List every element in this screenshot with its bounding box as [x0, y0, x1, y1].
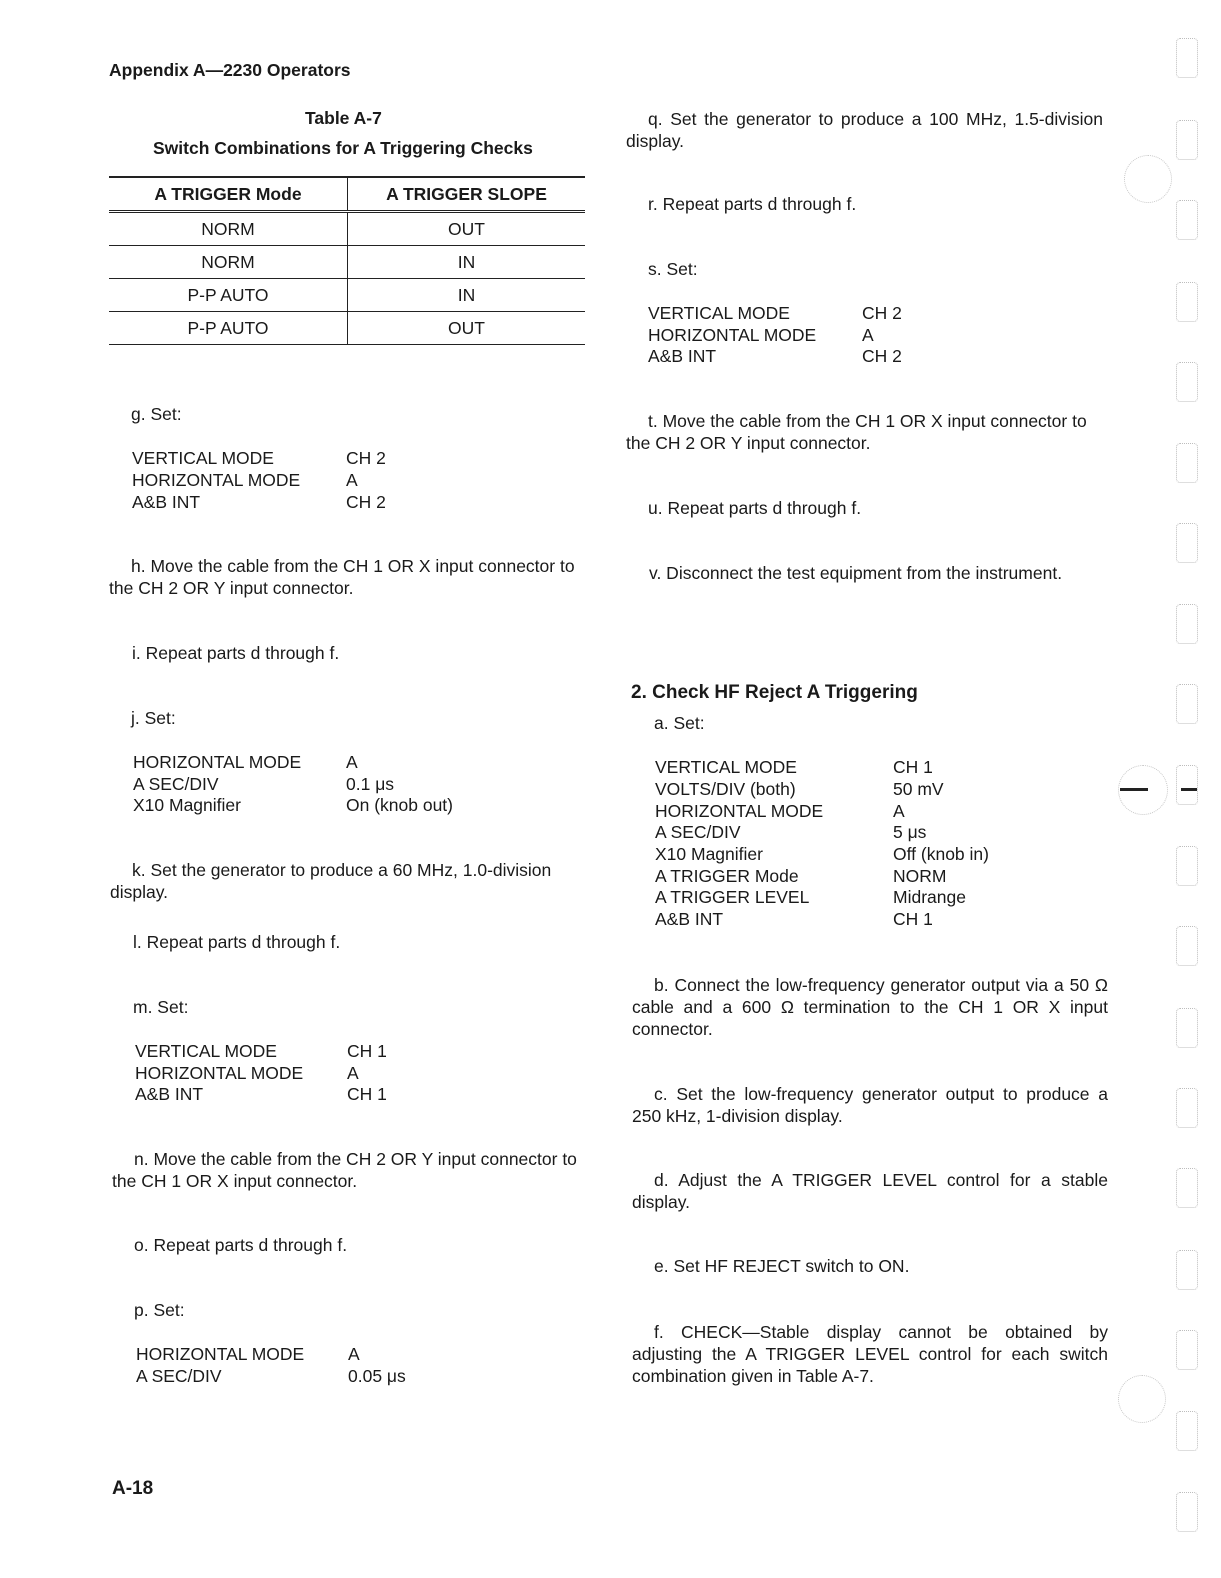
binder-slot [1176, 1411, 1198, 1451]
binder-slot [1176, 362, 1198, 402]
step-u: u. Repeat parts d through f. [648, 498, 862, 518]
step-s-label: s. Set: [648, 259, 698, 279]
setting-value: CH 2 [862, 303, 902, 323]
step-o: o. Repeat parts d through f. [134, 1235, 348, 1255]
punch-hole [1118, 1375, 1166, 1423]
setting-name: VERTICAL MODE [132, 448, 274, 468]
setting-value: 0.1 μs [346, 774, 395, 794]
setting-name: A SEC/DIV [655, 822, 741, 842]
setting-value: CH 2 [346, 448, 386, 468]
table-row [109, 246, 585, 279]
table-cell: P-P AUTO [109, 279, 348, 312]
setting-name: A SEC/DIV [133, 774, 219, 794]
step-k: k. Set the generator to produce a 60 MHz, 1.0-division display. [110, 860, 552, 902]
section-heading: 2. Check HF Reject A Triggering [631, 682, 918, 703]
tab-marker [1181, 788, 1197, 791]
binder-slot [1176, 38, 1198, 78]
setting-name: A&B INT [655, 909, 724, 929]
setting-name: HORIZONTAL MODE [655, 801, 824, 821]
setting-name: HORIZONTAL MODE [648, 325, 817, 345]
step-j-label: j. Set: [131, 708, 176, 728]
binder-slot [1176, 846, 1198, 886]
setting-name: VOLTS/DIV (both) [655, 779, 796, 799]
setting-value: CH 1 [347, 1084, 387, 1104]
binder-slot [1176, 523, 1198, 563]
trigger-table [109, 176, 585, 345]
setting-name: A TRIGGER LEVEL [655, 887, 810, 907]
setting-value: CH 1 [893, 757, 933, 777]
binder-slot [1176, 1330, 1198, 1370]
setting-name: HORIZONTAL MODE [132, 470, 301, 490]
step-v: v. Disconnect the test equipment from the instrument. [649, 563, 1063, 583]
step-a-label: a. Set: [654, 713, 705, 733]
step-g-label: g. Set: [131, 404, 182, 424]
binder-slot [1176, 926, 1198, 966]
binder-slot [1176, 120, 1198, 160]
table-cell: IN [348, 246, 586, 279]
setting-value: 0.05 μs [348, 1366, 406, 1386]
setting-name: A TRIGGER Mode [655, 866, 799, 886]
page-header: Appendix A—2230 Operators [109, 60, 351, 80]
step-l: l. Repeat parts d through f. [133, 932, 341, 952]
setting-value: A [348, 1344, 360, 1364]
table-header-row [109, 177, 585, 212]
setting-name: HORIZONTAL MODE [133, 752, 302, 772]
step-h: h. Move the cable from the CH 1 OR X input connector to the CH 2 OR Y input connector. [109, 556, 575, 598]
setting-value: CH 1 [347, 1041, 387, 1061]
step-t: t. Move the cable from the CH 1 OR X input connector to the CH 2 OR Y input connector. [626, 411, 1087, 453]
binder-slot [1176, 684, 1198, 724]
table-caption: Switch Combinations for A Triggering Checks [153, 138, 533, 158]
table-header-cell: A TRIGGER SLOPE [348, 177, 586, 212]
binder-slot [1176, 1008, 1198, 1048]
table-row [109, 212, 585, 246]
setting-name: A&B INT [132, 492, 201, 512]
setting-name: HORIZONTAL MODE [135, 1063, 304, 1083]
binder-slot [1176, 443, 1198, 483]
binder-slot [1176, 1492, 1198, 1532]
binder-slot [1176, 604, 1198, 644]
setting-value: NORM [893, 866, 947, 886]
table-cell: OUT [348, 312, 586, 345]
step-c: c. Set the low-frequency generator output to produce a 250 kHz, 1-division display. [632, 1084, 1108, 1126]
setting-value: A [347, 1063, 359, 1083]
setting-value: 5 μs [893, 822, 927, 842]
setting-name: X10 Magnifier [133, 795, 241, 815]
binder-slot [1176, 200, 1198, 240]
step-f: f. CHECK—Stable display cannot be obtained by adjusting the A TRIGGER LEVEL control for each switch combination given in Table A-7. [632, 1322, 1108, 1386]
setting-name: HORIZONTAL MODE [136, 1344, 305, 1364]
setting-value: A [893, 801, 905, 821]
step-e: e. Set HF REJECT switch to ON. [654, 1256, 910, 1276]
binder-slot [1176, 1168, 1198, 1208]
page-number: A-18 [112, 1478, 154, 1499]
step-m-label: m. Set: [133, 997, 189, 1017]
setting-name: X10 Magnifier [655, 844, 763, 864]
setting-value: On (knob out) [346, 795, 453, 815]
step-n: n. Move the cable from the CH 2 OR Y input connector to the CH 1 OR X input connector. [112, 1149, 577, 1191]
table-cell: NORM [109, 212, 348, 246]
setting-value: A [346, 752, 358, 772]
table-number: Table A-7 [305, 108, 382, 128]
setting-value: CH 2 [346, 492, 386, 512]
table-header-cell: A TRIGGER Mode [109, 177, 348, 212]
setting-value: 50 mV [893, 779, 944, 799]
step-d: d. Adjust the A TRIGGER LEVEL control for a stable display. [632, 1170, 1108, 1212]
setting-value: Off (knob in) [893, 844, 989, 864]
table-row [109, 312, 585, 345]
table-cell: NORM [109, 246, 348, 279]
binder-slot [1176, 282, 1198, 322]
tab-marker [1120, 788, 1148, 791]
step-b: b. Connect the low-frequency generator output via a 50 Ω cable and a 600 Ω termination to the CH 1 OR X input connector. [632, 975, 1108, 1039]
binder-slot [1176, 1250, 1198, 1290]
setting-name: A&B INT [135, 1084, 204, 1104]
setting-name: VERTICAL MODE [655, 757, 797, 777]
binder-slot [1176, 1088, 1198, 1128]
step-p-label: p. Set: [134, 1300, 185, 1320]
step-i: i. Repeat parts d through f. [132, 643, 340, 663]
step-r: r. Repeat parts d through f. [648, 194, 857, 214]
table-cell: IN [348, 279, 586, 312]
setting-name: A&B INT [648, 346, 717, 366]
punch-hole [1124, 155, 1172, 203]
setting-name: VERTICAL MODE [135, 1041, 277, 1061]
setting-value: CH 2 [862, 346, 902, 366]
setting-value: CH 1 [893, 909, 933, 929]
binder-slot [1176, 765, 1198, 805]
setting-value: A [862, 325, 874, 345]
table-cell: OUT [348, 212, 586, 246]
setting-name: A SEC/DIV [136, 1366, 222, 1386]
setting-value: A [346, 470, 358, 490]
table-row [109, 279, 585, 312]
step-q: q. Set the generator to produce a 100 MHz, 1.5-division display. [626, 109, 1103, 151]
table-cell: P-P AUTO [109, 312, 348, 345]
setting-name: VERTICAL MODE [648, 303, 790, 323]
setting-value: Midrange [893, 887, 966, 907]
